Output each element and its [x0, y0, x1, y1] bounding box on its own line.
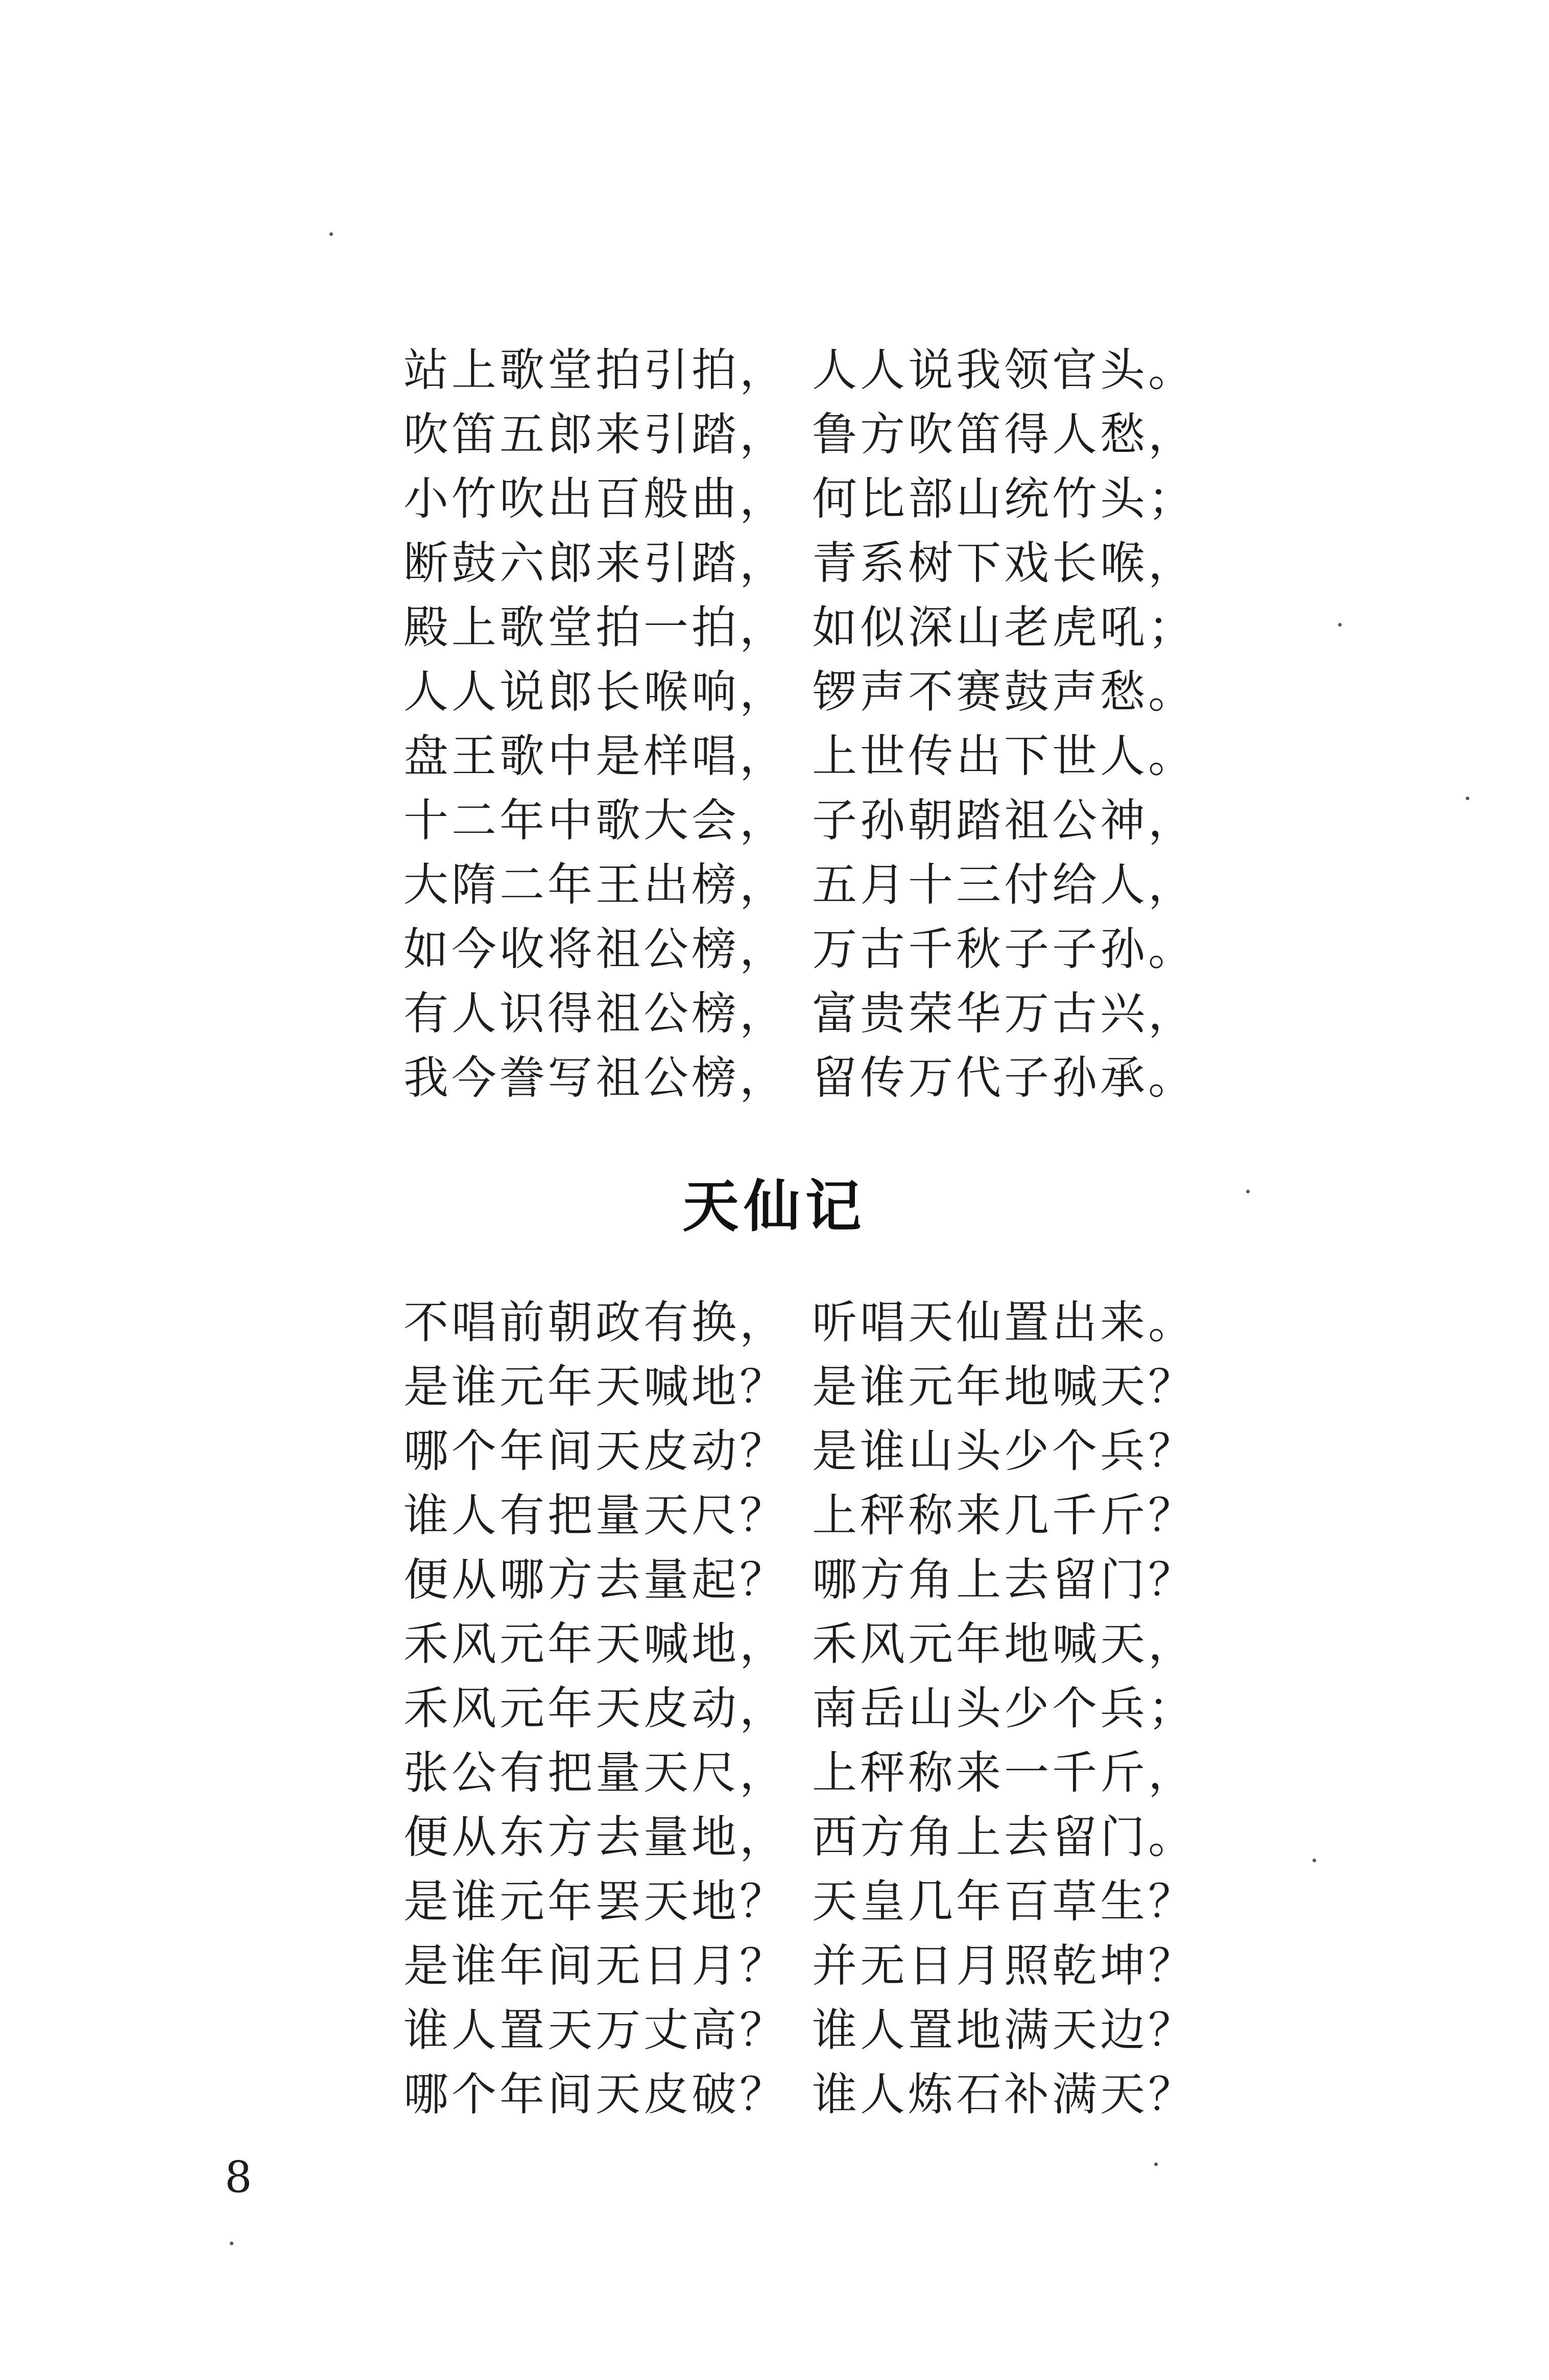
verse-left-half: 张公有把量天尺， — [403, 1746, 788, 1799]
scan-speck — [1338, 623, 1342, 627]
verse-left-half: 哪个年间天皮破？ — [403, 2068, 788, 2121]
verse-left-half: 站上歌堂拍引拍， — [403, 344, 788, 396]
scan-speck — [1466, 797, 1469, 800]
verse-line — [403, 913, 1197, 978]
verse-line — [403, 1801, 1197, 1866]
verse-left-half: 是谁元年天喊地？ — [403, 1360, 788, 1413]
verse-right-half: 上秤称来一千斤， — [812, 1746, 1197, 1799]
verse-left-half: 不唱前朝政有换， — [403, 1296, 788, 1349]
verse-line — [403, 1866, 1197, 1930]
verse-line — [403, 2059, 1197, 2123]
verse-right-half: 留传万代子孙承。 — [812, 1051, 1197, 1104]
page-number: 8 — [225, 2152, 252, 2202]
verse-left-half: 谁人有把量天尺？ — [403, 1489, 788, 1542]
verse-line — [403, 849, 1197, 913]
verse-left-half: 十二年中歌大会， — [403, 794, 788, 847]
verse-left-half: 盘王歌中是样唱， — [403, 730, 788, 782]
verse-line — [403, 1737, 1197, 1801]
verse-line — [403, 1544, 1197, 1608]
verse-line — [403, 1415, 1197, 1480]
verse-right-half: 富贵荣华万古兴， — [812, 987, 1197, 1040]
verse-right-half: 谁人炼石补满天？ — [812, 2068, 1197, 2121]
verse-line — [403, 1287, 1197, 1351]
section-title: 天仙记 — [682, 1174, 867, 1239]
verse-left-half: 便从哪方去量起？ — [403, 1553, 788, 1606]
scan-speck — [1154, 2162, 1158, 2166]
verse-right-half: 锣声不赛鼓声愁。 — [812, 665, 1197, 718]
verse-right-half: 是谁元年地喊天？ — [812, 1360, 1197, 1413]
verse-left-half: 大隋二年王出榜， — [403, 858, 788, 911]
verse-right-half: 何比部山统竹头； — [812, 472, 1197, 525]
verse-right-half: 哪方角上去留门？ — [812, 1553, 1197, 1606]
verse-line — [403, 1673, 1197, 1737]
verse-left-half: 吹笛五郎来引踏， — [403, 408, 788, 461]
verse-right-half: 子孙朝踏祖公神， — [812, 794, 1197, 847]
verse-line — [403, 1480, 1197, 1544]
verse-left-half: 谁人置天万丈高？ — [403, 2004, 788, 2056]
verse-right-half: 禾风元年地喊天， — [812, 1618, 1197, 1670]
verse-left-half: 是谁年间无日月？ — [403, 1939, 788, 1992]
scan-speck — [230, 2242, 233, 2245]
verse-left-half: 我今誊写祖公榜， — [403, 1051, 788, 1104]
verse-left-half: 殿上歌堂拍一拍， — [403, 601, 788, 654]
verse-line — [403, 978, 1197, 1042]
verse-left-half: 有人识得祖公榜， — [403, 987, 788, 1040]
scan-speck — [1313, 1859, 1316, 1862]
verse-line — [403, 463, 1197, 527]
verse-line — [403, 1994, 1197, 2059]
verse-left-half: 便从东方去量地， — [403, 1811, 788, 1863]
verse-right-half: 并无日月照乾坤？ — [812, 1939, 1197, 1992]
verse-right-half: 西方角上去留门。 — [812, 1811, 1197, 1863]
verse-left-half: 禾风元年天喊地， — [403, 1618, 788, 1670]
verse-right-half: 人人说我领官头。 — [812, 344, 1197, 396]
verse-line — [403, 592, 1197, 656]
second-poem — [403, 1287, 1197, 2123]
verse-right-half: 上世传出下世人。 — [812, 730, 1197, 782]
verse-right-half: 五月十三付给人， — [812, 858, 1197, 911]
verse-right-half: 如似深山老虎吼； — [812, 601, 1197, 654]
verse-left-half: 小竹吹出百般曲， — [403, 472, 788, 525]
verse-right-half: 天皇几年百草生？ — [812, 1875, 1197, 1928]
scan-speck — [329, 232, 333, 236]
verse-left-half: 禾风元年天皮动， — [403, 1682, 788, 1735]
verse-right-half: 谁人置地满天边？ — [812, 2004, 1197, 2056]
verse-left-half: 是谁元年罢天地？ — [403, 1875, 788, 1928]
verse-line — [403, 720, 1197, 785]
verse-line — [403, 1042, 1197, 1107]
verse-right-half: 南岳山头少个兵； — [812, 1682, 1197, 1735]
verse-line — [403, 1608, 1197, 1673]
verse-right-half: 听唱天仙置出来。 — [812, 1296, 1197, 1349]
verse-line — [403, 656, 1197, 720]
verse-right-half: 是谁山头少个兵？ — [812, 1425, 1197, 1477]
first-poem — [403, 334, 1197, 1107]
verse-line — [403, 1351, 1197, 1415]
verse-right-half: 青系树下戏长喉， — [812, 537, 1197, 589]
verse-left-half: 断鼓六郎来引踏， — [403, 537, 788, 589]
verse-left-half: 哪个年间天皮动？ — [403, 1425, 788, 1477]
verse-right-half: 万古千秋子子孙。 — [812, 923, 1197, 975]
scan-speck — [1246, 1190, 1250, 1193]
verse-line — [403, 399, 1197, 463]
verse-line — [403, 785, 1197, 849]
verse-right-half: 鲁方吹笛得人愁， — [812, 408, 1197, 461]
verse-line — [403, 334, 1197, 399]
verse-right-half: 上秤称来几千斤？ — [812, 1489, 1197, 1542]
verse-line — [403, 527, 1197, 592]
verse-left-half: 人人说郎长喉响， — [403, 665, 788, 718]
verse-left-half: 如今收将祖公榜， — [403, 923, 788, 975]
verse-line — [403, 1930, 1197, 1994]
